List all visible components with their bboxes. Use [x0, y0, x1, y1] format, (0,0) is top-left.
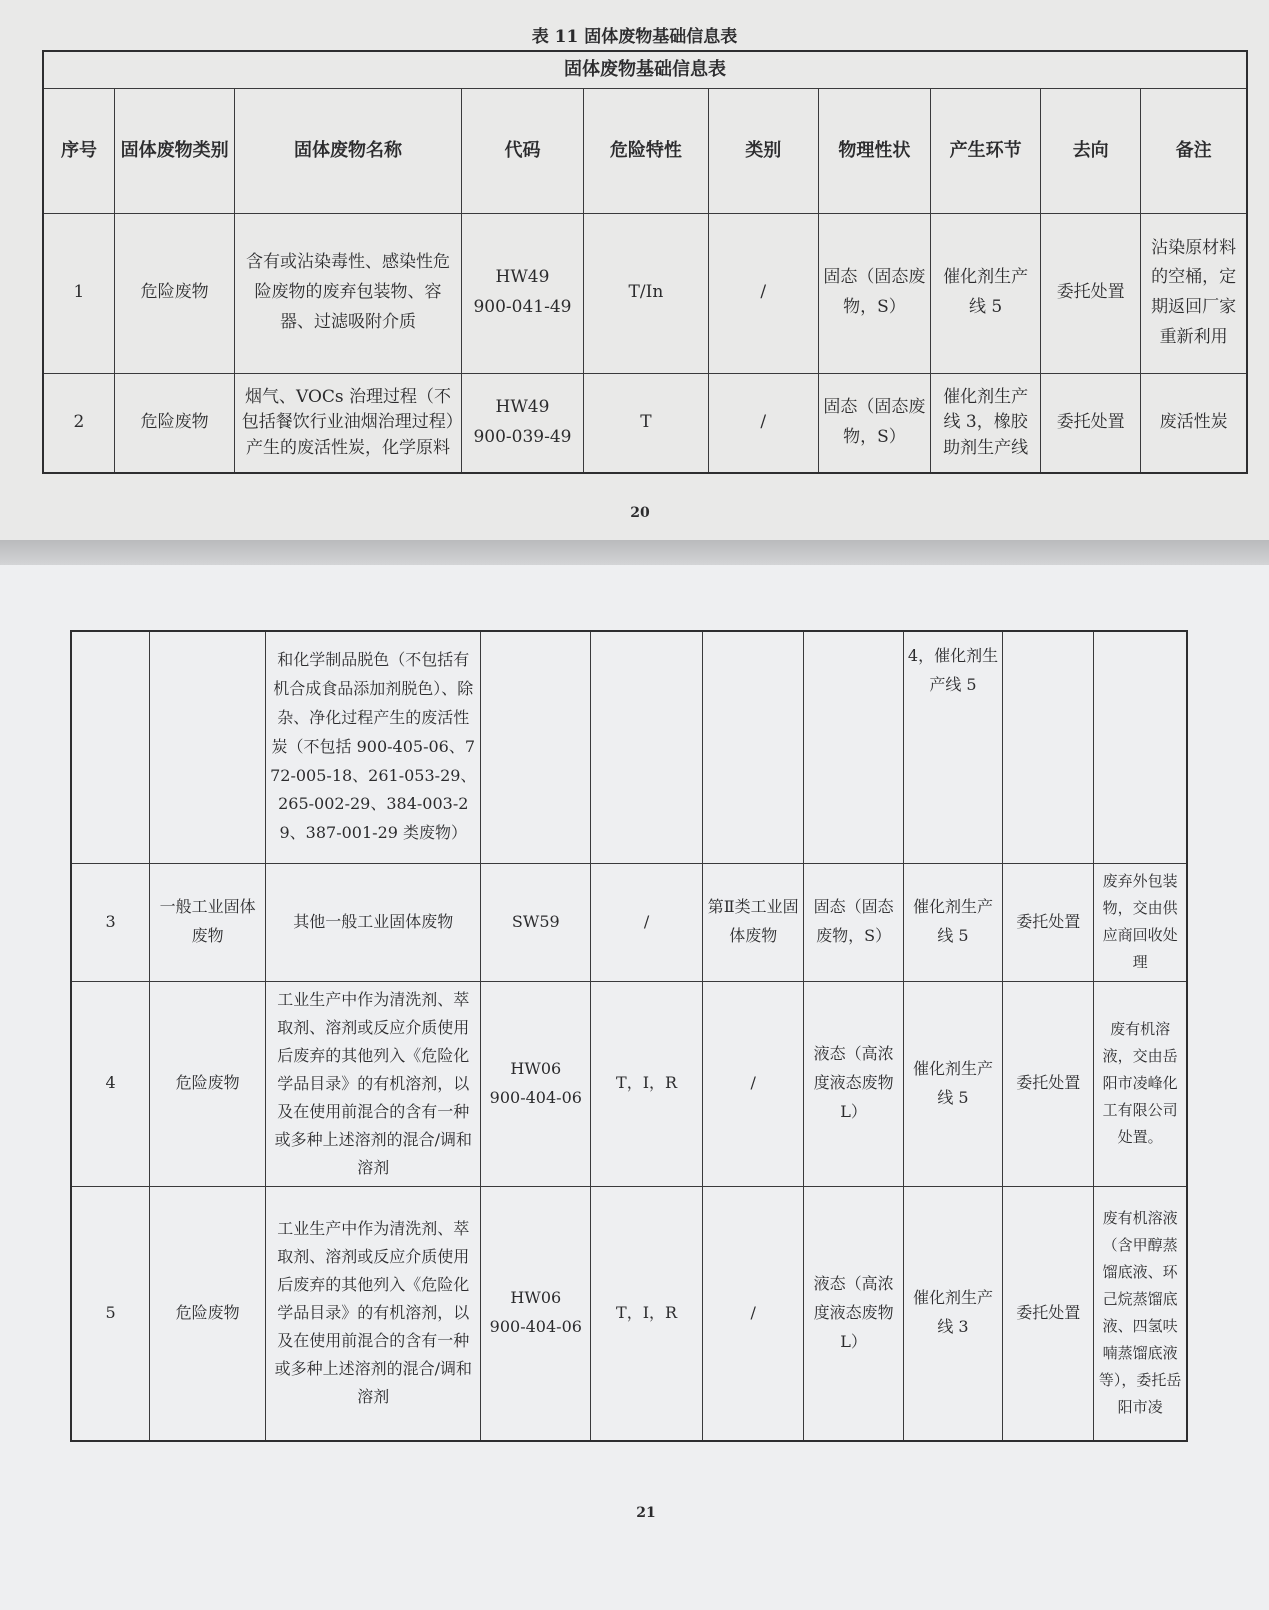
cell-destination: 委托处置	[1041, 373, 1141, 473]
cell-no: 1	[43, 213, 114, 373]
cell-class: /	[708, 213, 818, 373]
cell-code: HW06 900-404-06	[481, 981, 591, 1186]
cell-destination: 委托处置	[1003, 1186, 1094, 1441]
cell-category: 危险废物	[114, 373, 234, 473]
solid-waste-table-top	[42, 50, 1248, 474]
cell-class: /	[702, 1186, 803, 1441]
cell-category: 危险废物	[114, 213, 234, 373]
cell-code: HW06 900-404-06	[481, 1186, 591, 1441]
cell-remark	[1094, 631, 1187, 863]
cell-no: 3	[71, 863, 150, 981]
cell-name: 和化学制品脱色（不包括有机合成食品添加剂脱色）、除杂、净化过程产生的废活性炭（不包括 900-405-06、772-005-18、261-053-29、265-002-29、384-003-29、387-001-29 类废物）	[266, 631, 481, 863]
page-number: 21	[636, 1505, 656, 1521]
cell-hazard: T，I，R	[591, 981, 703, 1186]
cell-hazard: T	[584, 373, 708, 473]
cell-process: 催化剂生产线 5	[903, 981, 1002, 1186]
header-class: 类别	[708, 88, 818, 213]
cell-name: 工业生产中作为清洗剂、萃取剂、溶剂或反应介质使用后废弃的其他列入《危险化学品目录》的有机溶剂，以及在使用前混合的含有一种或多种上述溶剂的混合/调和溶剂	[266, 981, 481, 1186]
cell-remark: 废有机溶液，交由岳阳市凌峰化工有限公司处置。	[1094, 981, 1187, 1186]
cell-class	[702, 631, 803, 863]
cell-category: 危险废物	[150, 981, 266, 1186]
cell-remark: 废活性炭	[1141, 373, 1247, 473]
page-gap	[0, 540, 1269, 565]
header-state: 物理性状	[818, 88, 930, 213]
table-row	[43, 373, 1247, 473]
cell-code	[481, 631, 591, 863]
cell-remark: 废弃外包装物，交由供应商回收处理	[1094, 863, 1187, 981]
header-remark: 备注	[1141, 88, 1247, 213]
cell-state	[804, 631, 903, 863]
cell-code: HW49 900-039-49	[461, 373, 583, 473]
cell-destination: 委托处置	[1041, 213, 1141, 373]
page-number: 20	[630, 505, 650, 521]
cell-name: 烟气、VOCs 治理过程（不包括餐饮行业油烟治理过程）产生的废活性炭，化学原料	[235, 373, 461, 473]
cell-name: 其他一般工业固体废物	[266, 863, 481, 981]
cell-process: 催化剂生产线 5	[903, 863, 1002, 981]
cell-remark: 沾染原材料的空桶，定期返回厂家重新利用	[1141, 213, 1247, 373]
cell-code: HW49 900-041-49	[461, 213, 583, 373]
cell-category: 一般工业固体废物	[150, 863, 266, 981]
header-process: 产生环节	[931, 88, 1041, 213]
cell-name: 含有或沾染毒性、感染性危险废物的废弃包装物、容器、过滤吸附介质	[235, 213, 461, 373]
cell-remark: 废有机溶液（含甲醇蒸馏底液、环己烷蒸馏底液、四氢呋喃蒸馏底液等），委托岳阳市凌	[1094, 1186, 1187, 1441]
table-row	[71, 981, 1187, 1186]
cell-state: 固态（固态废物，S）	[818, 373, 930, 473]
header-category: 固体废物类别	[114, 88, 234, 213]
cell-hazard	[591, 631, 703, 863]
table-row	[71, 863, 1187, 981]
header-destination: 去向	[1041, 88, 1141, 213]
cell-process: 催化剂生产线 5	[931, 213, 1041, 373]
header-name: 固体废物名称	[235, 88, 461, 213]
page-20	[0, 0, 1269, 540]
cell-category: 危险废物	[150, 1186, 266, 1441]
cell-name: 工业生产中作为清洗剂、萃取剂、溶剂或反应介质使用后废弃的其他列入《危险化学品目录》的有机溶剂，以及在使用前混合的含有一种或多种上述溶剂的混合/调和溶剂	[266, 1186, 481, 1441]
header-hazard: 危险特性	[584, 88, 708, 213]
cell-destination: 委托处置	[1003, 981, 1094, 1186]
cell-state: 液态（高浓度液态废物 L）	[804, 1186, 903, 1441]
cell-no	[71, 631, 150, 863]
header-row	[43, 88, 1247, 213]
table-title: 固体废物基础信息表	[43, 51, 1247, 88]
cell-state: 固态（固态废物，S）	[804, 863, 903, 981]
header-code: 代码	[461, 88, 583, 213]
header-no: 序号	[43, 88, 114, 213]
cell-no: 5	[71, 1186, 150, 1441]
table-row	[71, 1186, 1187, 1441]
cell-hazard: T/In	[584, 213, 708, 373]
solid-waste-table-bottom	[70, 630, 1188, 1442]
table-row	[71, 631, 1187, 863]
cell-code: SW59	[481, 863, 591, 981]
cell-process: 催化剂生产线 3，橡胶助剂生产线	[931, 373, 1041, 473]
cell-destination: 委托处置	[1003, 863, 1094, 981]
cell-class: 第Ⅱ类工业固体废物	[702, 863, 803, 981]
cell-state: 固态（固态废物，S）	[818, 213, 930, 373]
cell-no: 4	[71, 981, 150, 1186]
cell-no: 2	[43, 373, 114, 473]
table-caption: 表 11 固体废物基础信息表	[531, 27, 738, 47]
cell-destination	[1003, 631, 1094, 863]
cell-process: 催化剂生产线 3	[903, 1186, 1002, 1441]
cell-hazard: T，I，R	[591, 1186, 703, 1441]
cell-class: /	[708, 373, 818, 473]
cell-category	[150, 631, 266, 863]
table-row	[43, 213, 1247, 373]
cell-state: 液态（高浓度液态废物 L）	[804, 981, 903, 1186]
cell-hazard: /	[591, 863, 703, 981]
cell-process: 4，催化剂生产线 5	[903, 631, 1002, 863]
cell-class: /	[702, 981, 803, 1186]
